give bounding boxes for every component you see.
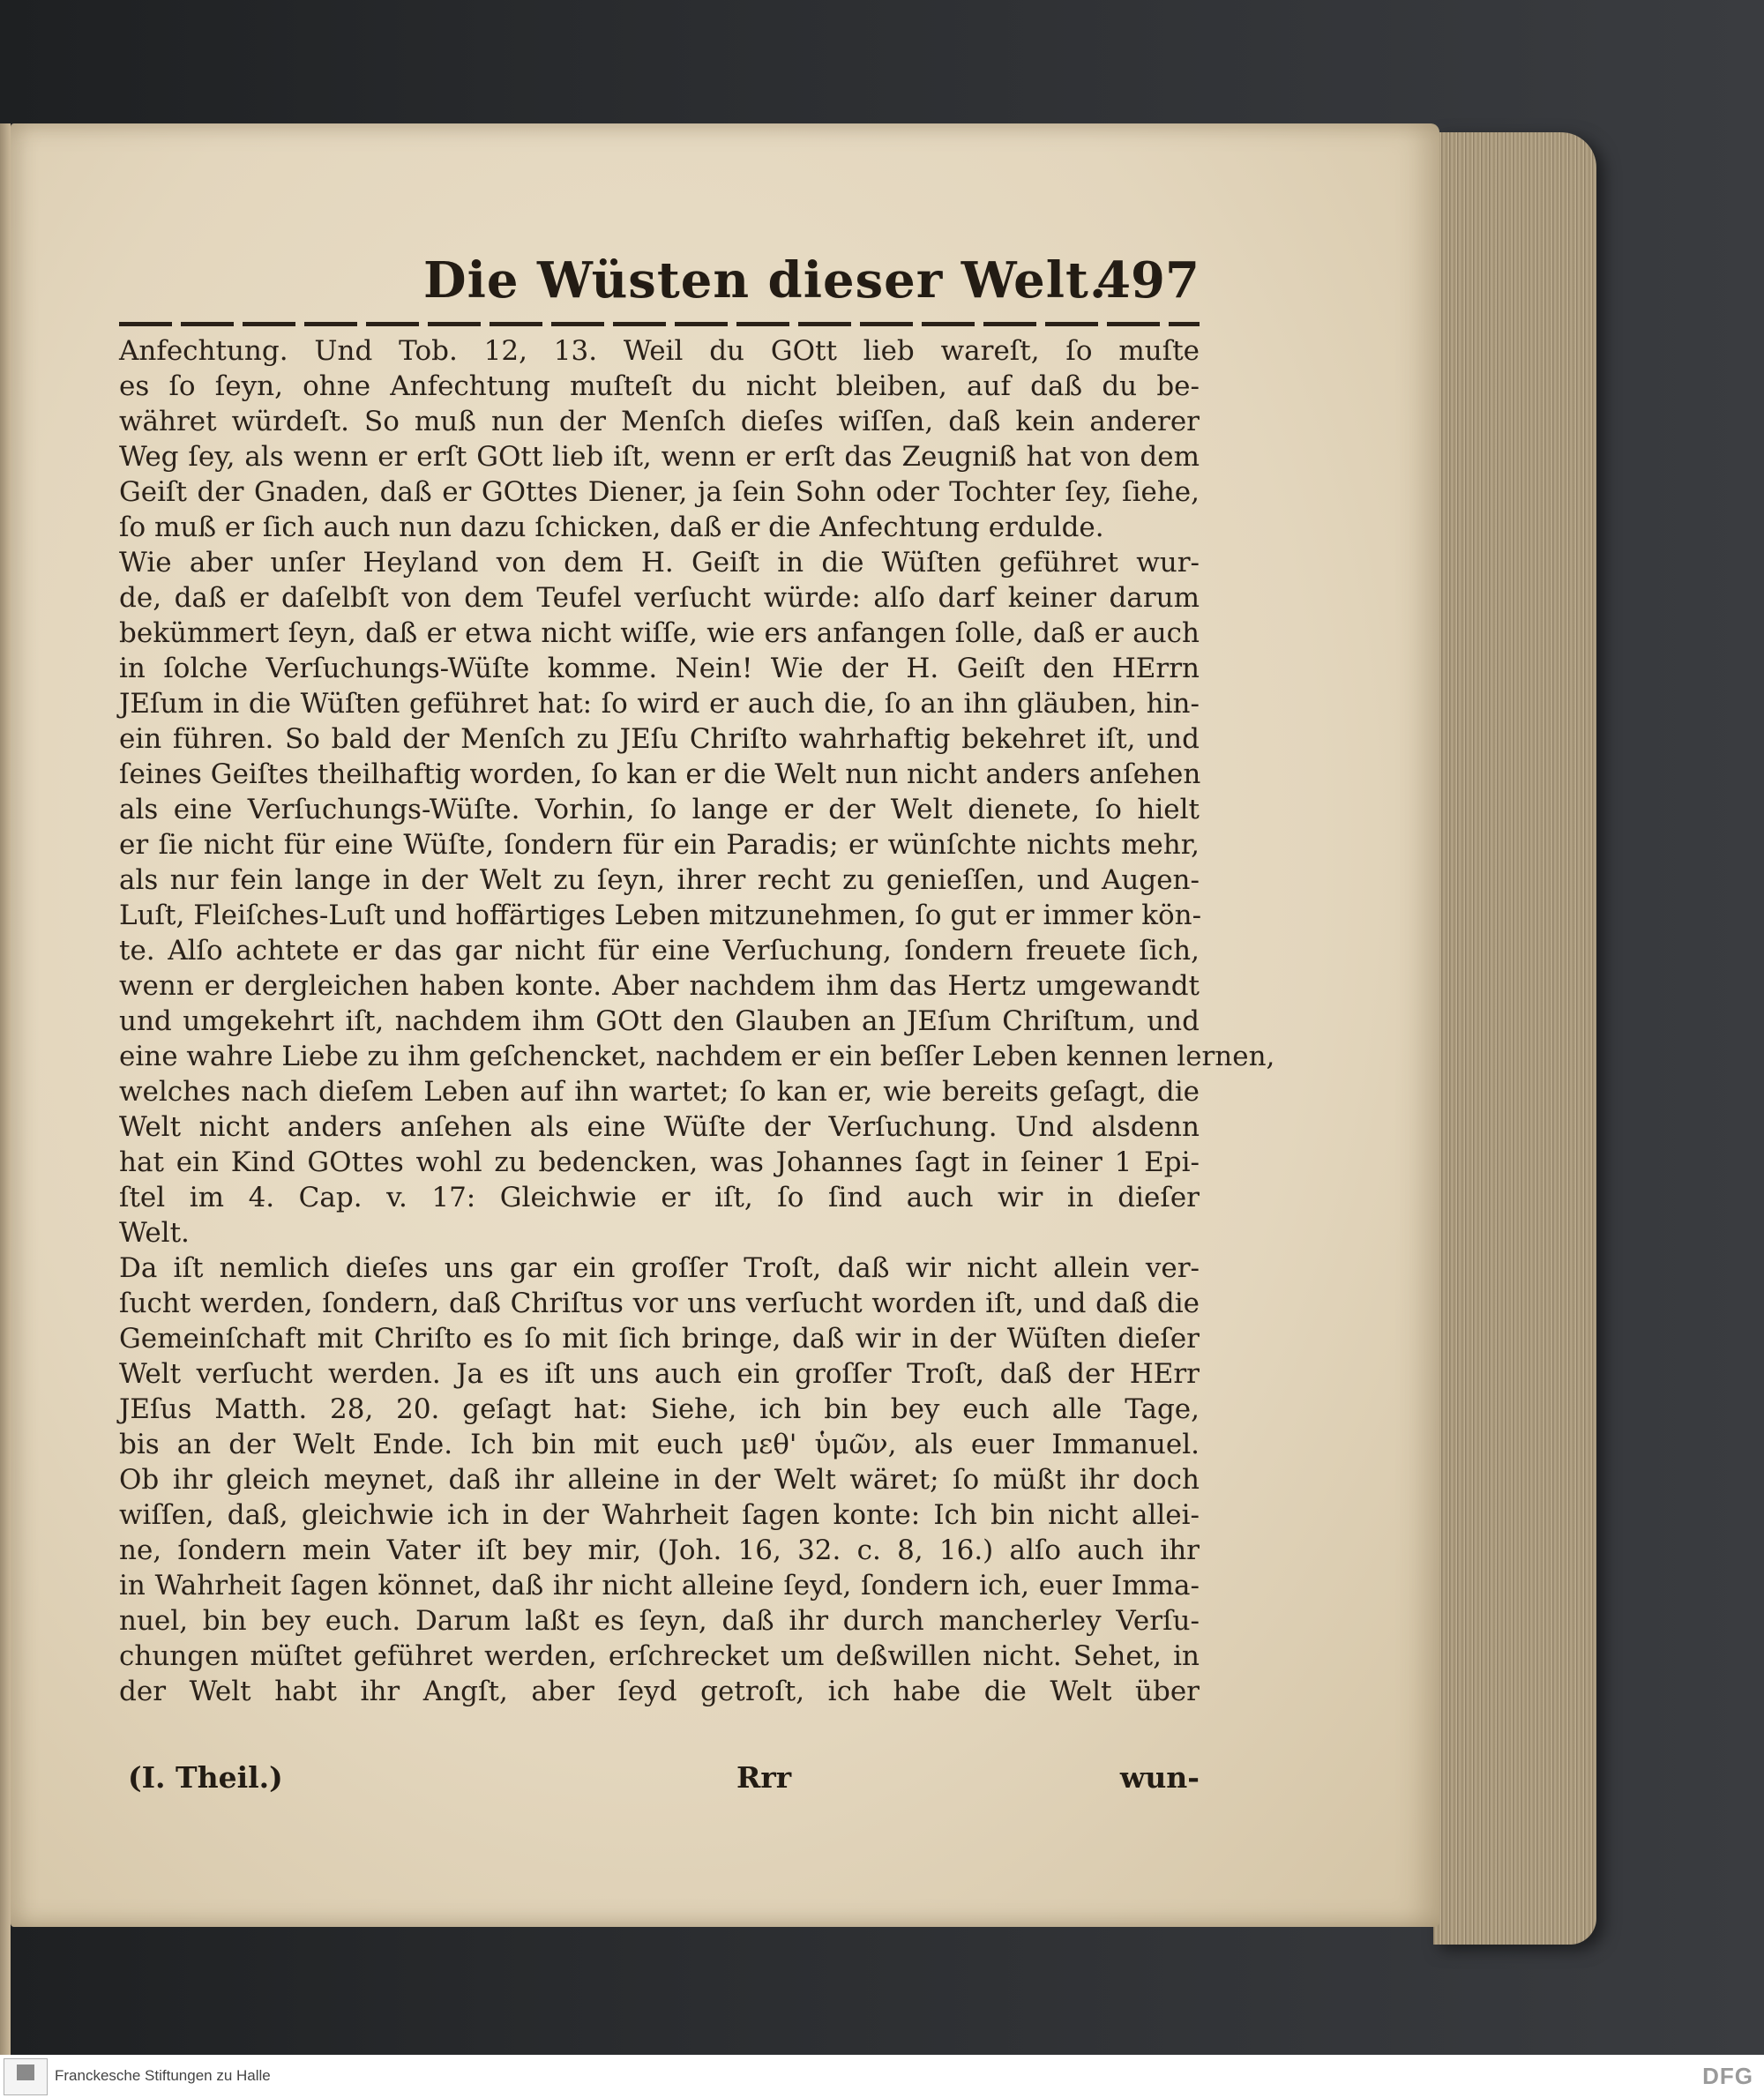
text-line: wiſſen, daß, gleichwie ich in der Wahrheit ſagen konte: Ich bin nicht allei- <box>119 1499 1200 1531</box>
page-header <box>119 251 1200 322</box>
text-line: bis an der Welt Ende. Ich bin mit euch μεθ' ὑμῶν, als euer Immanuel. <box>119 1429 1200 1460</box>
text-line: in ſolche Verſuchungs-Wüſte komme. Nein! Wie der H. Geiſt den HErrn <box>119 653 1200 684</box>
catchword: wun- <box>1119 1760 1200 1795</box>
text-line: nuel, bin bey euch. Darum laßt es ſeyn, daß ihr durch mancherley Verſu- <box>119 1605 1200 1637</box>
page-footer <box>119 1760 1200 1804</box>
sheet-signature: Rrr <box>736 1760 792 1795</box>
text-line: ſucht werden, ſondern, daß Chriſtus vor uns verſucht worden iſt, und daß die <box>119 1288 1200 1319</box>
institution-name: Franckesche Stiftungen zu Halle <box>55 2067 271 2084</box>
text-line: chungen müſtet geführet werden, erſchrecket um deßwillen nicht. Sehet, in <box>119 1640 1200 1672</box>
dfg-logo: DFG <box>1702 2063 1753 2089</box>
text-line: Weg ſey, als wenn er erſt GOtt lieb iſt, wenn er erſt das Zeugniß hat von dem <box>119 441 1200 473</box>
text-line: der Welt habt ihr Angſt, aber ſeyd getroſt, ich habe die Welt über <box>119 1676 1200 1707</box>
text-line: JEſum in die Wüſten geführet hat: ſo wird er auch die, ſo an ihn gläuben, hin- <box>119 688 1200 720</box>
text-line: ſtel im 4. Cap. v. 17: Gleichwie er iſt, ſo ſind auch wir in dieſer <box>119 1182 1200 1213</box>
text-line: und umgekehrt iſt, nachdem ihm GOtt den Glauben an JEſum Chriſtum, und <box>119 1005 1200 1037</box>
text-line: JEſus Matth. 28, 20. geſagt hat: Siehe, ich bin bey euch alle Tage, <box>119 1393 1200 1425</box>
text-line: Anfechtung. Und Tob. 12, 13. Weil du GOtt lieb wareſt, ſo muſte <box>119 335 1200 367</box>
text-line: de, daß er daſelbſt von dem Teufel verſucht würde: alſo darf keiner darum <box>119 582 1200 614</box>
text-line: ſeines Geiſtes theilhaftig worden, ſo kan er die Welt nun nicht anders anſehen <box>119 758 1201 790</box>
text-line: Ob ihr gleich meynet, daß ihr alleine in der Welt wäret; ſo müßt ihr doch <box>119 1464 1200 1496</box>
text-line: bekümmert ſeyn, daß er etwa nicht wiſſe, wie ers anfangen ſolle, daß er auch <box>119 617 1200 649</box>
viewer-footer-bar <box>0 2055 1764 2098</box>
text-line: er ſie nicht für eine Wüſte, ſondern für ein Paradis; er wünſchte nichts mehr, <box>119 829 1200 861</box>
page-number: 497 <box>1096 251 1200 310</box>
institution-logo-icon <box>4 2058 48 2095</box>
text-line: ein führen. So bald der Menſch zu JEſu Chriſto wahrhaftig bekehret iſt, und <box>119 723 1200 755</box>
page-block-edge <box>1433 132 1596 1945</box>
text-line: ſo muß er ſich auch nun dazu ſchicken, daß er die Anfechtung erdulde. <box>119 511 1104 543</box>
text-line: hat ein Kind GOttes wohl zu bedencken, was Johannes ſagt in ſeiner 1 Epi- <box>119 1146 1200 1178</box>
text-line: Luſt, Fleiſches-Luſt und hoffärtiges Leben mitzunehmen, ſo gut er immer kön- <box>119 900 1202 931</box>
running-title: Die Wüsten dieser Welt. <box>423 251 1108 310</box>
text-line: Welt. <box>119 1217 190 1249</box>
text-line: Geiſt der Gnaden, daß er GOttes Diener, ja ſein Sohn oder Tochter ſey, ſiehe, <box>119 476 1200 508</box>
text-line: als eine Verſuchungs-Wüſte. Vorhin, ſo lange er der Welt dienete, ſo hielt <box>119 794 1200 825</box>
text-line: te. Alſo achtete er das gar nicht für eine Verſuchung, ſondern freuete ſich, <box>119 935 1200 967</box>
text-line: währet würdeſt. So muß nun der Menſch dieſes wiſſen, daß kein anderer <box>119 406 1200 437</box>
text-line: Da iſt nemlich dieſes uns gar ein groſſer Troſt, daß wir nicht allein ver- <box>119 1252 1200 1284</box>
volume-signature: (I. Theil.) <box>128 1760 283 1795</box>
text-line: wenn er dergleichen haben konte. Aber nachdem ihm das Hertz umgewandt <box>119 970 1200 1002</box>
text-line: Welt nicht anders anſehen als eine Wüſte der Verſuchung. Und alsdenn <box>119 1111 1200 1143</box>
facing-page-edge <box>0 123 11 2055</box>
body-text <box>119 333 1275 1709</box>
text-line: in Wahrheit ſagen könnet, daß ihr nicht alleine ſeyd, ſondern ich, euer Imma- <box>119 1570 1200 1601</box>
text-line: Gemeinſchaft mit Chriſto es ſo mit ſich bringe, daß wir in der Wüſten dieſer <box>119 1323 1200 1355</box>
text-line: eine wahre Liebe zu ihm geſchencket, nachdem er ein beſſer Leben kennen lernen, <box>119 1041 1275 1072</box>
text-line: es ſo ſeyn, ohne Anfechtung muſteſt du nicht bleiben, auf daß du be- <box>119 370 1200 402</box>
text-line: welches nach dieſem Leben auf ihn wartet; ſo kan er, wie bereits geſagt, die <box>119 1076 1200 1108</box>
header-rule <box>119 322 1200 326</box>
text-line: Wie aber unſer Heyland von dem H. Geiſt in die Wüſten geführet wur- <box>119 547 1200 579</box>
text-line: ne, ſondern mein Vater iſt bey mir, (Joh. 16, 32. c. 8, 16.) alſo auch ihr <box>119 1534 1200 1566</box>
text-line: Welt verſucht werden. Ja es iſt uns auch ein groſſer Troſt, daß der HErr <box>119 1358 1200 1390</box>
text-line: als nur fein lange in der Welt zu ſeyn, ihrer recht zu genieſſen, und Augen- <box>119 864 1200 896</box>
